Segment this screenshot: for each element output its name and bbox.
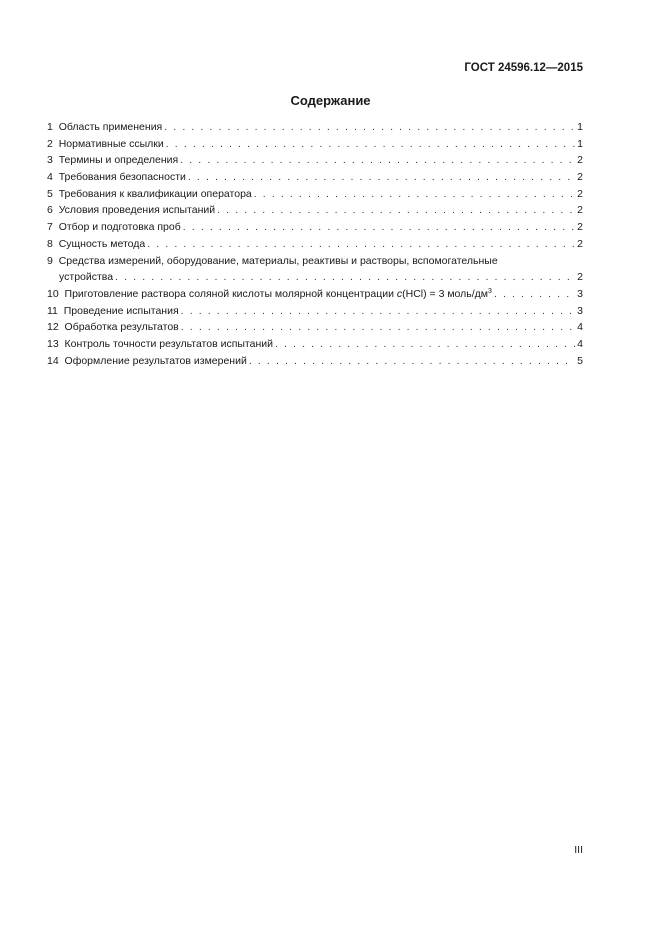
leader-dots [115,271,575,283]
page-title: Содержание [290,93,371,108]
leader-dots [181,305,575,317]
toc-title: Нормативные ссылки [58,137,164,150]
toc-item-14[interactable] [47,355,583,372]
toc-title: Условия проведения испытаний [58,204,216,217]
leader-dots [181,321,575,333]
toc-page: 5 [577,354,583,367]
toc-number: 13 [47,337,59,350]
toc-title: Средства измерений, оборудование, материалы, реактивы и растворы, вспомогательные [58,254,498,267]
toc-item-6[interactable] [47,204,583,221]
toc-page: 2 [577,237,583,250]
toc-page: 3 [577,287,583,300]
toc-number: 3 [47,154,53,167]
toc-title: Отбор и подготовка проб [58,221,181,234]
toc-page: 2 [577,187,583,200]
toc-number: 5 [47,187,53,200]
toc-number: 14 [47,354,59,367]
toc-item-5[interactable] [47,188,583,205]
leader-dots [275,338,575,350]
toc-item-8[interactable] [47,238,583,255]
toc-title: Требования безопасности [58,171,186,184]
toc-number: 7 [47,221,53,234]
leader-dots [164,121,575,133]
toc-item-11[interactable] [47,305,583,322]
toc-page: 1 [577,121,583,133]
table-of-contents [47,121,583,371]
leader-dots [147,238,575,250]
toc-number: 12 [47,321,59,334]
toc-number: 1 [47,121,53,133]
toc-title: Оформление результатов измерений [64,354,247,367]
toc-page: 4 [577,337,583,350]
toc-item-10[interactable] [47,288,583,305]
document-code: ГОСТ 24596.12—2015 [464,62,583,74]
leader-dots [166,138,575,150]
toc-number: 8 [47,237,53,250]
toc-page: 2 [577,204,583,217]
leader-dots [217,204,575,216]
toc-title: Термины и определения [58,154,179,167]
toc-page: 2 [577,154,583,167]
toc-item-1[interactable] [47,121,583,138]
toc-item-9[interactable] [47,255,583,272]
toc-page: 4 [577,321,583,334]
toc-number: 10 [47,287,59,300]
toc-title: Требования к квалификации оператора [58,187,252,200]
leader-dots [180,154,575,166]
page-number: III [574,844,583,856]
toc-item-13[interactable] [47,338,583,355]
toc-number: 6 [47,204,53,217]
toc-title: Контроль точности результатов испытаний [64,337,273,350]
leader-dots [188,171,575,183]
toc-item-12[interactable] [47,321,583,338]
toc-item-3[interactable] [47,154,583,171]
leader-dots [183,221,575,233]
toc-number: 2 [47,137,53,150]
toc-number: 9 [47,254,53,267]
toc-page: 2 [577,221,583,234]
toc-number: 11 [47,304,58,317]
leader-dots [254,188,575,200]
toc-title: Приготовление раствора соляной кислоты молярной концентрации [64,287,394,300]
toc-item-9-continued[interactable] [47,271,583,288]
toc-title: Обработка результатов [64,321,179,334]
toc-title: Сущность метода [58,237,146,250]
toc-title-formula: (HCl) = 3 моль/дм [402,287,489,300]
toc-page: 1 [577,137,583,150]
toc-item-4[interactable] [47,171,583,188]
toc-title-symbol: c [396,287,403,300]
leader-dots [249,355,575,367]
toc-page: 3 [577,304,583,317]
toc-title-continued: устройства [59,271,114,284]
toc-title: Область применения [58,121,163,133]
leader-dots [494,288,575,300]
toc-item-2[interactable] [47,138,583,155]
toc-number: 4 [47,171,53,184]
toc-title: Проведение испытания [63,304,179,317]
toc-page: 2 [577,171,583,184]
toc-title-superscript: 3 [488,287,492,295]
toc-page: 2 [577,271,583,284]
toc-item-7[interactable] [47,221,583,238]
